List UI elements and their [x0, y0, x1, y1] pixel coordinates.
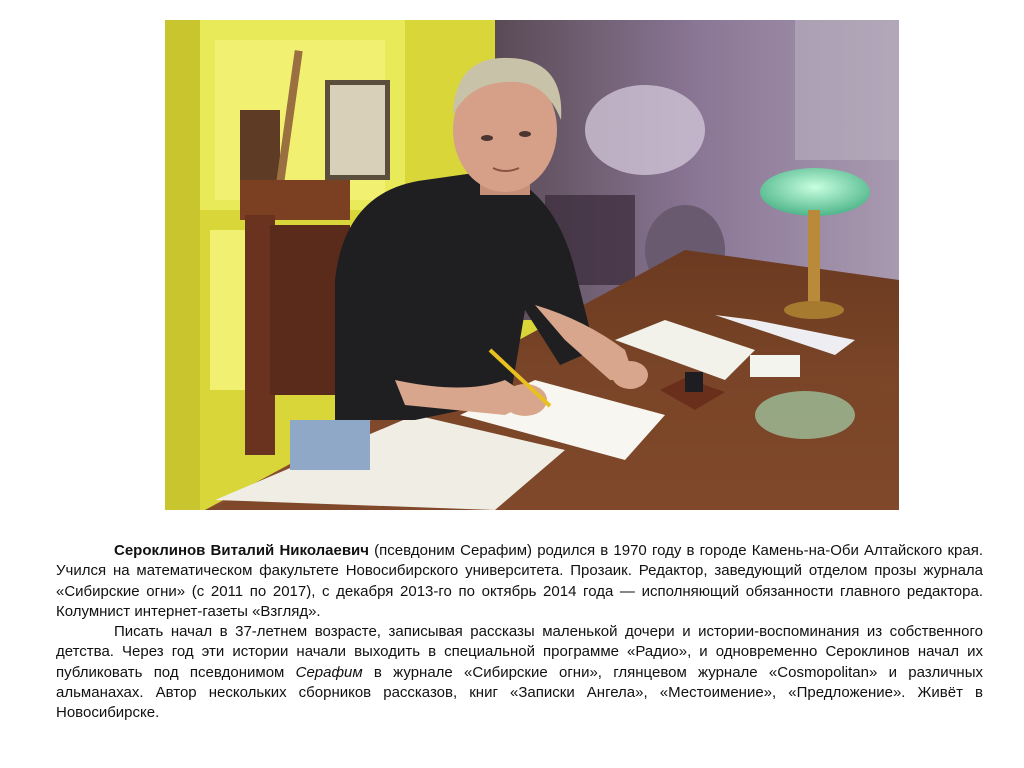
paragraph-2-text-a: Писать начал в 37-летнем возрасте, записывая рассказы маленькой дочери и истории-воспоминания из собственного детства. Через год эти истории начали выходить в специальной программе «Радио», и одновременно Сероклинов начал их публиковать под псевдонимом [56, 623, 983, 681]
author-photo [165, 20, 899, 510]
biography-text [56, 541, 983, 724]
paragraph-2-text-b: в журнале «Сибирские огни», глянцевом журнале «Cosmopolitan» и различных альманахах. Автор нескольких сборников рассказов, книг «Записки Ангела», «Местоимение», «Предложение». Живёт в Новосибирске. [56, 663, 983, 722]
biography-paragraph-1 [56, 541, 983, 622]
paragraph-1-text: (псевдоним Серафим) родился в 1970 году в городе Камень-на-Оби Алтайского края. Учился на математическом факультете Новосибирского университета. Прозаик. Редактор, заведующий отделом прозы журнала «Сибирские огни» (с 2011 по 2017), с декабря 2013-го по октябрь 2014 года — исполняющий обязанности главного редактора. Колумнист интернет-газеты «Взгляд». [56, 542, 983, 620]
author-name: Сероклинов Виталий Николаевич [114, 542, 369, 559]
pseudonym: Серафим [295, 663, 363, 681]
biography-paragraph-2 [56, 622, 983, 723]
